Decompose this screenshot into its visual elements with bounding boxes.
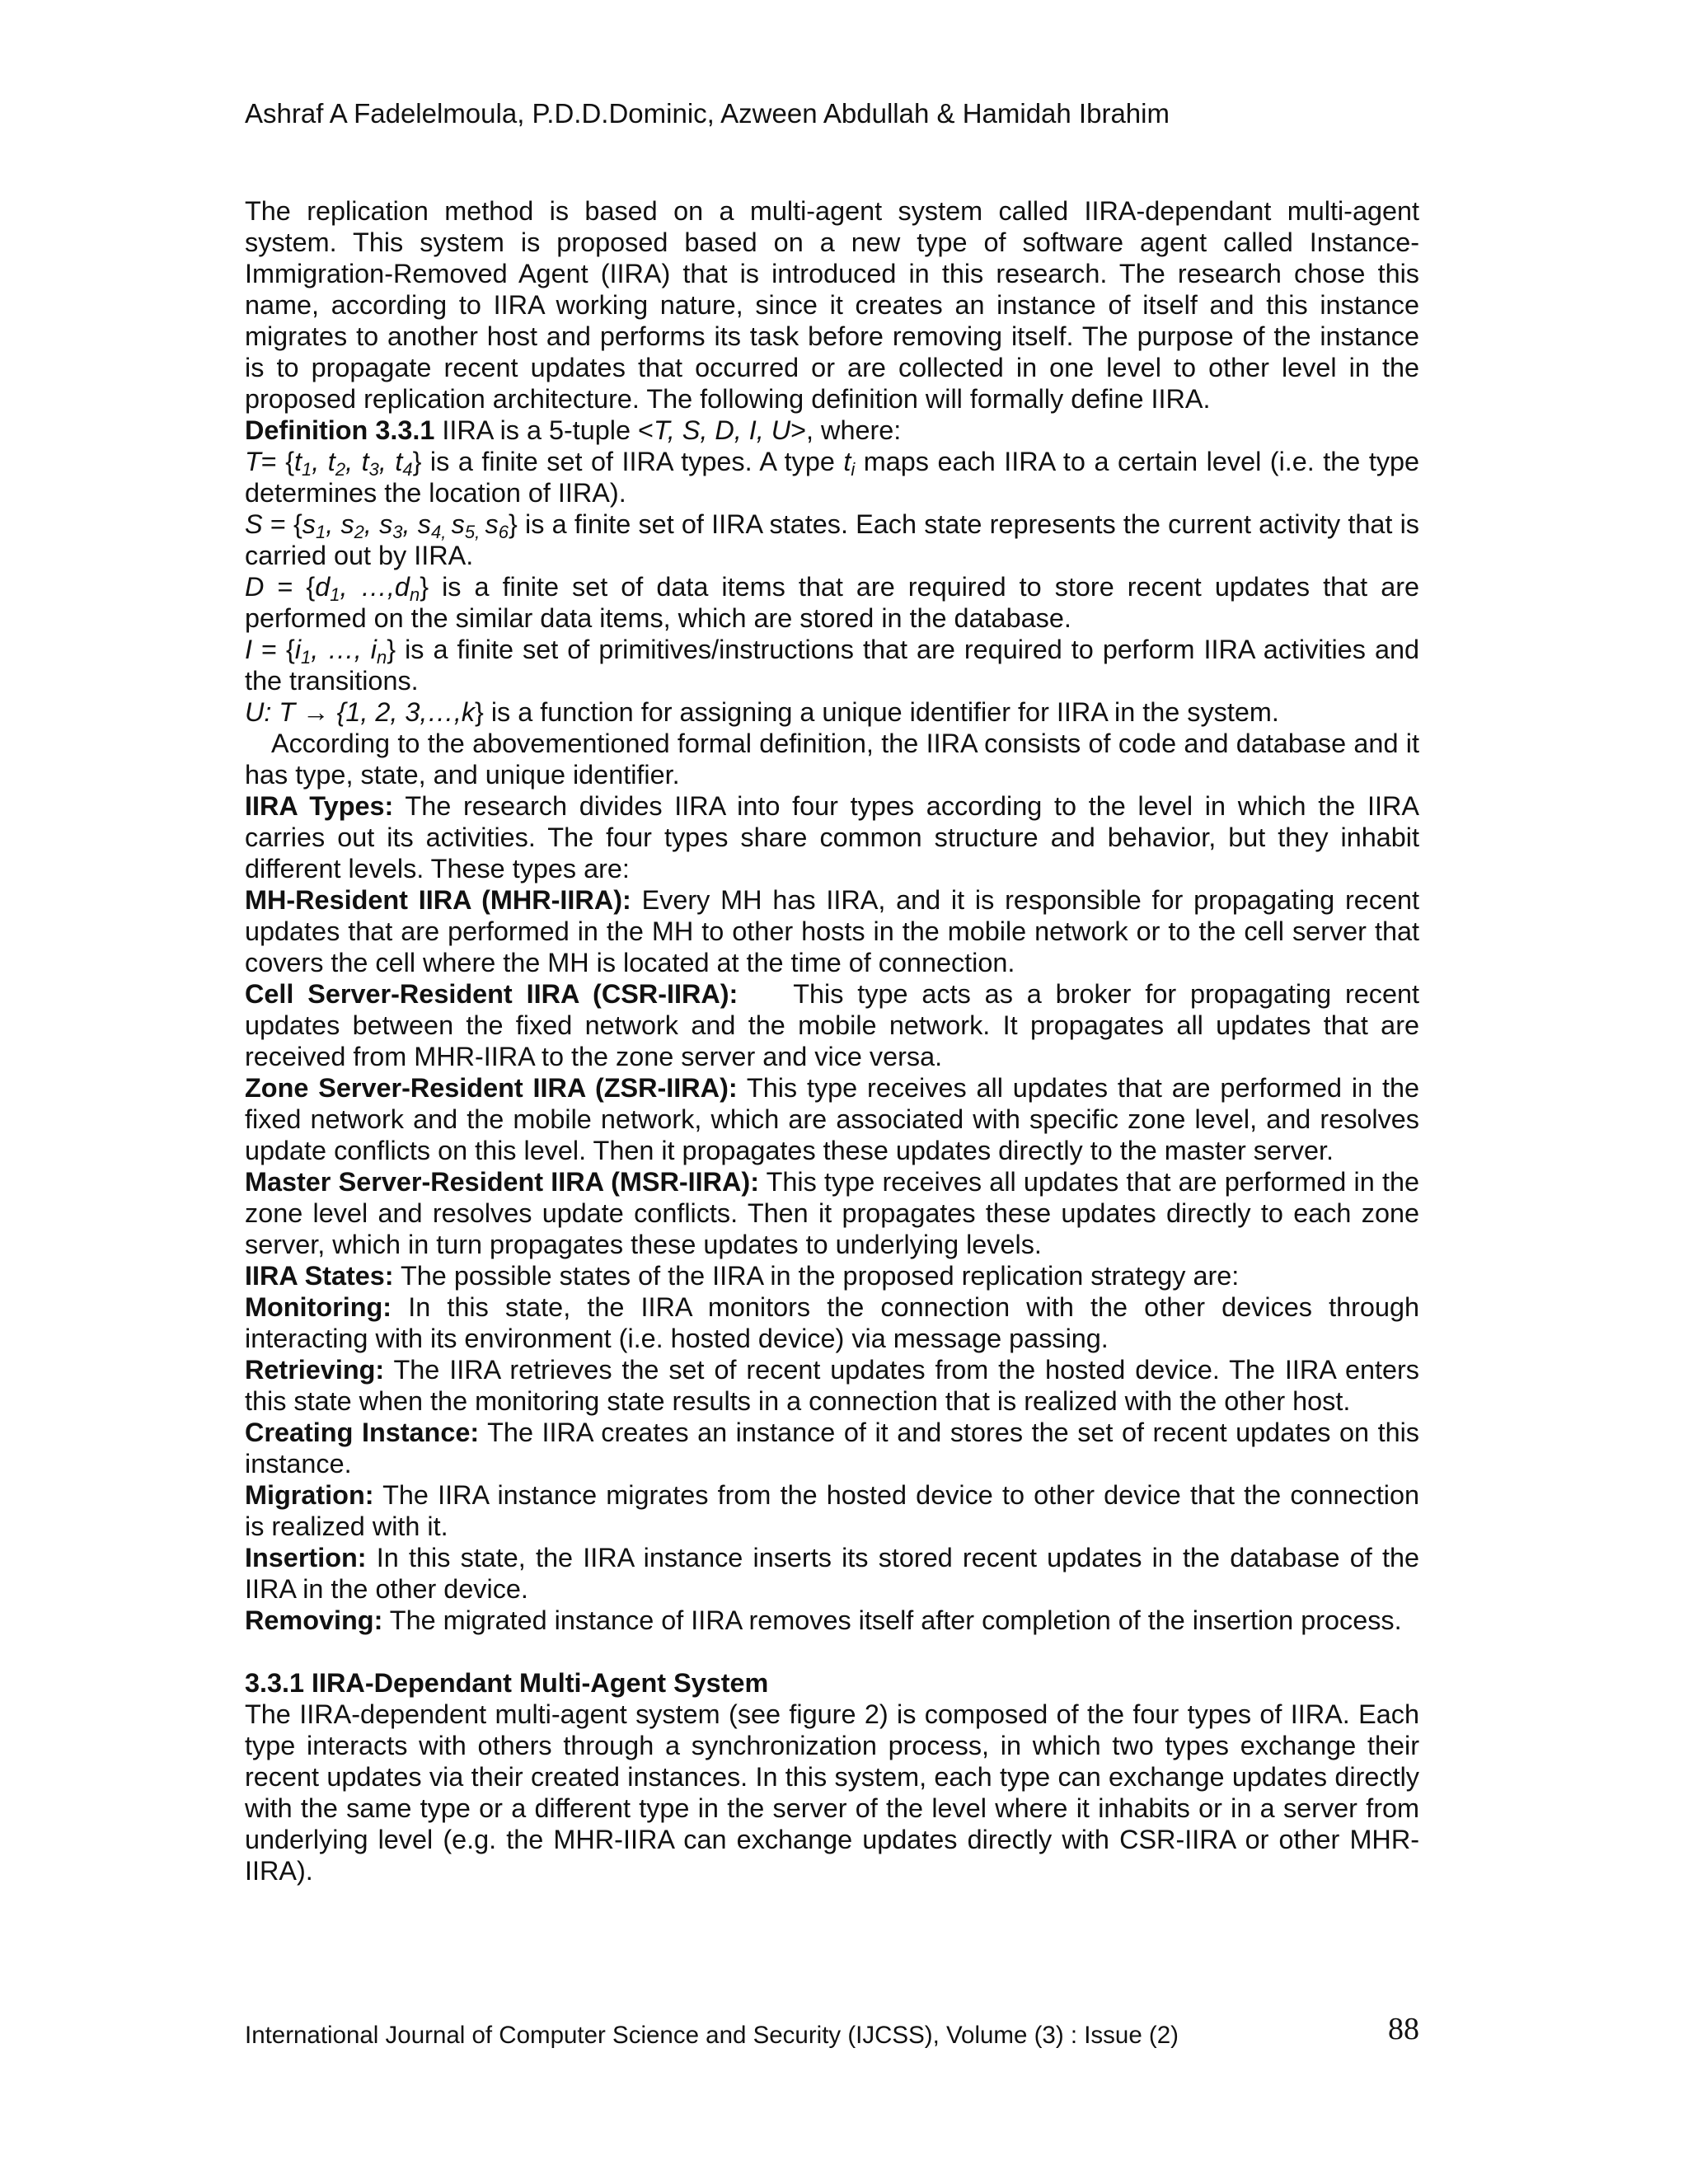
state-item-migration: Migration: The IIRA instance migrates from the hosted device to other device that the connection is realized with it. <box>245 1480 1419 1541</box>
type-item-csr-iira: Cell Server-Resident IIRA (CSR-IIRA): This type acts as a broker for propagating recent updates between the fixed network and the mobile network. It propagates all updates that are received from MHR-IIRA to the zone server and vice versa. <box>245 979 1427 1071</box>
state-item-monitoring: Monitoring: In this state, the IIRA monitors the connection with the other devices through interacting with its environment (i.e. hosted device) via message passing. <box>245 1292 1419 1353</box>
definition-line: Definition 3.3.1 IIRA is a 5-tuple <T, S, D, I, U>, where: <box>245 415 902 445</box>
types-set-definition: $T= \{t_1$, $t_2$, $t_3$, $t_4$} is a finite set of IIRA types. A type $t_i$ maps each IIRA to a certain level (i.e. the type determines the location of IIRA). <box>245 447 1420 508</box>
body-text <box>245 195 1427 1886</box>
type-item-zsr-iira: Zone Server-Resident IIRA (ZSR-IIRA): This type receives all updates that are performed in the fixed network and the mobile network, which are associated with specific zone level, and resolves update conflicts on this level. Then it propagates these updates directly to the master server. <box>245 1073 1419 1165</box>
type-item-mhr-iira: MH-Resident IIRA (MHR-IIRA): Every MH has IIRA, and it is responsible for propagating recent updates that are performed in the MH to other hosts in the mobile network or to the cell server that covers the cell where the MH is located at the time of connection. <box>245 885 1420 977</box>
state-item-creating-instance: Creating Instance: The IIRA creates an instance of it and stores the set of recent updates on this instance. <box>245 1418 1419 1479</box>
states-set-definition: $S = \{s_1$, $s_2$, $s_3$, $s_{4,}$ $s_{5,}$ $s_6$} is a finite set of IIRA states. Each state represents the current activity that is carried out by IIRA. <box>245 509 1419 570</box>
section-heading: 3.3.1 IIRA-Dependant Multi-Agent System <box>245 1668 769 1698</box>
identifier-function-definition: U: T → {1, 2, 3,…,k} is a function for assigning a unique identifier for IIRA in the system. <box>245 697 1279 727</box>
page-number: 88 <box>1388 2012 1419 2046</box>
paragraph-gap <box>245 1636 1419 1667</box>
running-header-authors: Ashraf A Fadelelmoula, P.D.D.Dominic, Azween Abdullah & Hamidah Ibrahim <box>245 98 1170 129</box>
instructions-set-definition: $I = \{i_1$, …, $i_n$} is a finite set of primitives/instructions that are required to perform IIRA activities and the transitions. <box>245 635 1419 696</box>
data-items-set-definition: $D = \{d_1$, $\dots,d_n$} is a finite set of data items that are required to store recent updates that are performed on the similar data items, which are stored in the database. <box>245 572 1420 633</box>
iira-types-label: IIRA Types: <box>245 791 394 821</box>
footer-journal-citation: International Journal of Computer Science and Security (IJCSS), Volume (3) : Issue (2) <box>245 2022 1179 2049</box>
type-item-msr-iira: Master Server-Resident IIRA (MSR-IIRA): This type receives all updates that are performed in the zone level and resolves update conflicts. Then it propagates these updates directly to each zone server, which in turn propagates these updates to underlying levels. <box>245 1167 1419 1259</box>
iira-states-label: IIRA States: <box>245 1261 394 1291</box>
definition-label: Definition 3.3.1 <box>245 415 435 445</box>
iira-states-paragraph: IIRA States: The possible states of the IIRA in the proposed replication strategy are: <box>245 1261 1240 1291</box>
tuple-symbols: T, S, D, I, U <box>653 415 791 445</box>
state-item-insertion: Insertion: In this state, the IIRA instance inserts its stored recent updates in the database of the IIRA in the other device. <box>245 1543 1419 1604</box>
intro-paragraph: The replication method is based on a multi-agent system called IIRA-dependant multi-agent system. This system is proposed based on a new type of software agent called Instance-Immigration-Removed Agent (IIRA) that is introduced in this research. The research chose this name, according to IIRA working nature, since it creates an instance of itself and this instance migrates to another host and performs its task before removing itself. The purpose of the instance is to propagate recent updates that occurred or are collected in one level to other level in the proposed replication architecture. The following definition will formally define IIRA. <box>245 196 1419 414</box>
iira-types-paragraph: IIRA Types: The research divides IIRA into four types according to the level in which the IIRA carries out its activities. The four types share common structure and behavior, but they inhabit different levels. These types are: <box>245 791 1419 883</box>
definition-summary-paragraph: According to the abovementioned formal definition, the IIRA consists of code and database and it has type, state, and unique identifier. <box>245 729 1419 790</box>
section-paragraph: The IIRA-dependent multi-agent system (see figure 2) is composed of the four types of IIRA. Each type interacts with others through a synchronization process, in which two types exchange their recent updates via their created instances. In this system, each type can exchange updates directly with the same type or a different type in the server of the level where it inhabits or in a server from underlying level (e.g. the MHR-IIRA can exchange updates directly with CSR-IIRA or other MHR-IIRA). <box>245 1699 1419 1886</box>
state-item-retrieving: Retrieving: The IIRA retrieves the set of recent updates from the hosted device. The IIRA enters this state when the monitoring state results in a connection that is realized with the other host. <box>245 1355 1419 1416</box>
state-item-removing: Removing: The migrated instance of IIRA removes itself after completion of the insertion process. <box>245 1605 1402 1635</box>
